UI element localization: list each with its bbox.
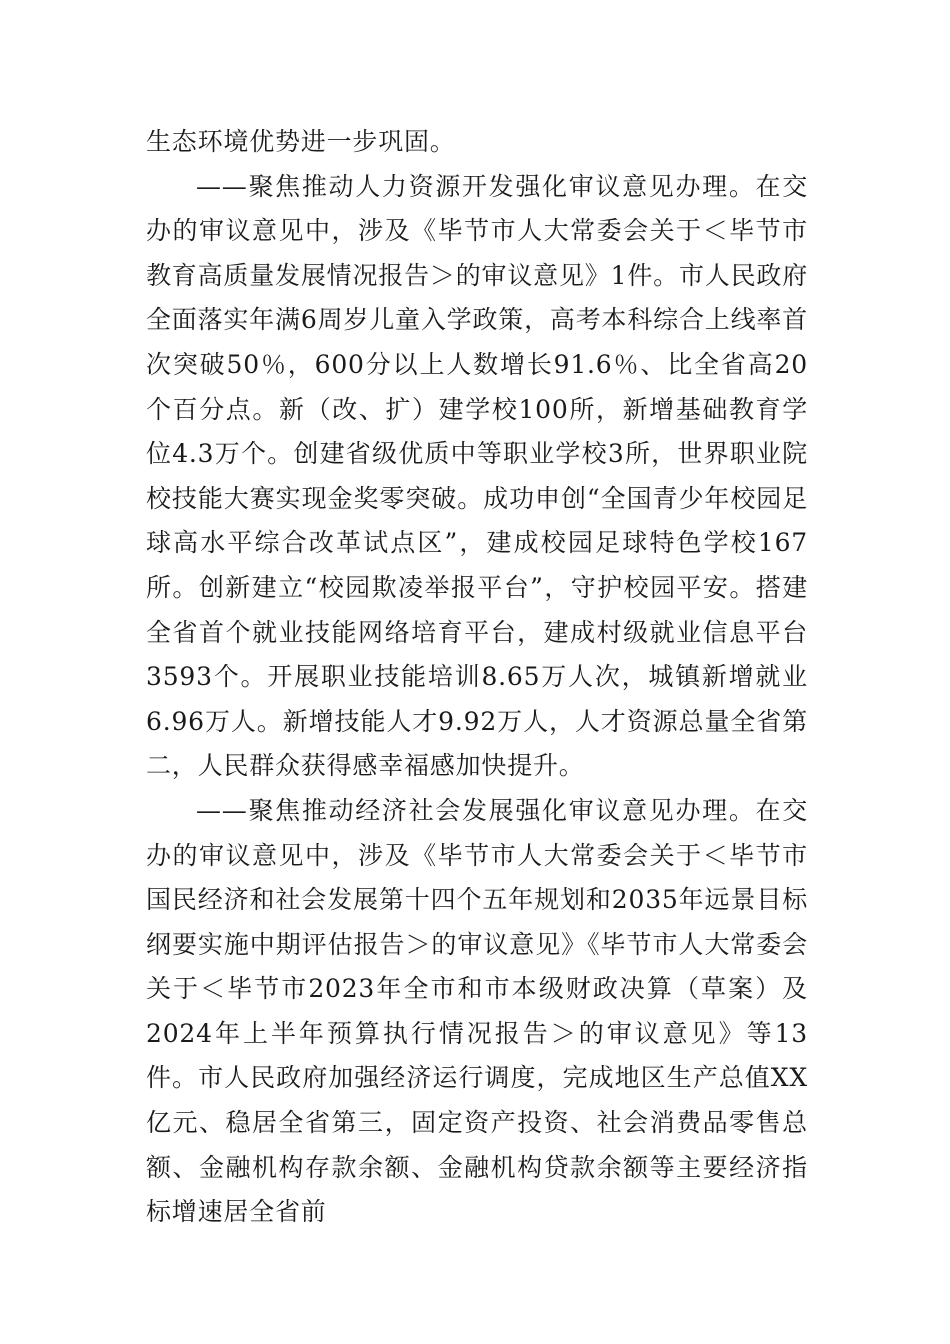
paragraph-2: ——聚焦推动人力资源开发强化审议意见办理。在交办的审议意见中，涉及《毕节市人大常委会关于＜毕节市教育高质量发展情况报告＞的审议意见》1件。市人民政府全面落实年满6周岁儿童入学政策，高考本科综合上线率首次突破50％，600分以上人数增长91.6％、比全省高20个百分点。新（改、扩）建学校100所，新增基础教育学位4.3万个。创建省级优质中等职业学校3所，世界职业院校技能大赛实现金奖零突破。成功申创“全国青少年校园足球高水平综合改革试点区”，建成校园足球特色学校167所。创新建立“校园欺凌举报平台”，守护校园平安。搭建全省首个就业技能网络培育平台，建成村级就业信息平台3593个。开展职业技能培训8.65万人次，城镇新增就业6.96万人。新增技能人才9.92万人，人才资源总量全省第二，人民群众获得感幸福感加快提升。 — [146, 171, 808, 781]
paragraph-1: 生态环境优势进一步巩固。 — [146, 127, 456, 156]
paragraph-3: ——聚焦推动经济社会发展强化审议意见办理。在交办的审议意见中，涉及《毕节市人大常委会关于＜毕节市国民经济和社会发展第十四个五年规划和2035年远景目标纲要实施中期评估报告＞的审议意见》《毕节市人大常委会关于＜毕节市2023年全市和市本级财政决算（草案）及2024年上半年预算执行情况报告＞的审议意见》等13件。市人民政府加强经济运行调度，完成地区生产总值XX亿元、稳居全省第三，固定资产投资、社会消费品零售总额、金融机构存款余额、金融机构贷款余额等主要经济指标增速居全省前 — [146, 795, 808, 1227]
document-page — [146, 120, 808, 1235]
